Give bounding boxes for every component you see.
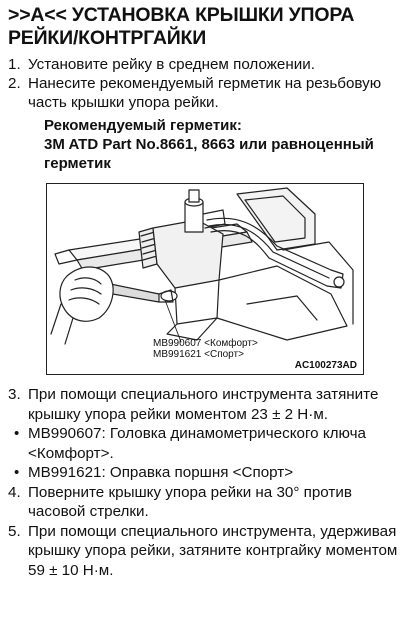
step-text: Поверните крышку упора рейки на 30° против часовой стрелки. (28, 483, 352, 520)
document-page (8, 4, 400, 580)
step-number: 4. (8, 483, 21, 501)
step-4 (8, 483, 400, 522)
step-text: Нанесите рекомендуемый герметик на резьбовую часть крышки упора рейки. (28, 75, 382, 111)
bullet-text: MB990607: Головка динамометрического ключа <Комфорт>. (28, 425, 366, 462)
sealant-label: Рекомендуемый герметик: (44, 117, 242, 134)
bullet-text: MB991621: Оправка поршня <Спорт> (28, 464, 294, 481)
steps-list-bottom (8, 385, 400, 580)
bullet-item (8, 463, 400, 483)
step-3 (8, 385, 400, 424)
step-number: 3. (8, 386, 21, 403)
step-2 (8, 74, 400, 112)
figure-label-comfort: MB990607 <Комфорт> (153, 338, 258, 349)
bullet-icon: • (14, 464, 20, 481)
steering-rack-illustration (46, 183, 364, 375)
page-title: >>A<< УСТАНОВКА КРЫШКИ УПОРА РЕЙКИ/КОНТРГАЙКИ (8, 4, 355, 49)
sealant-spec (44, 116, 400, 173)
bullet-icon: • (14, 425, 20, 442)
step-1 (8, 55, 400, 74)
step-number: 1. (8, 56, 21, 73)
steps-list-top (8, 55, 400, 112)
step-text: Установите рейку в среднем положении. (28, 56, 315, 73)
step-text: При помощи специального инструмента, удерживая крышку упора рейки, затяните контргайку моментом 59 ± 10 Н·м. (28, 522, 398, 579)
step-number: 5. (8, 522, 21, 540)
step-text: При помощи специального инструмента затяните крышку упора рейки моментом 23 ± 2 Н·м. (28, 386, 379, 423)
bullet-item (8, 424, 400, 463)
figure-label-sport: MB991621 <Спорт> (153, 349, 244, 360)
figure-id: AC100273AD (294, 360, 357, 371)
step-number: 2. (8, 75, 21, 92)
sealant-value: 3M ATD Part No.8661, 8663 или равноценный герметик (44, 136, 374, 172)
step-5 (8, 522, 400, 581)
